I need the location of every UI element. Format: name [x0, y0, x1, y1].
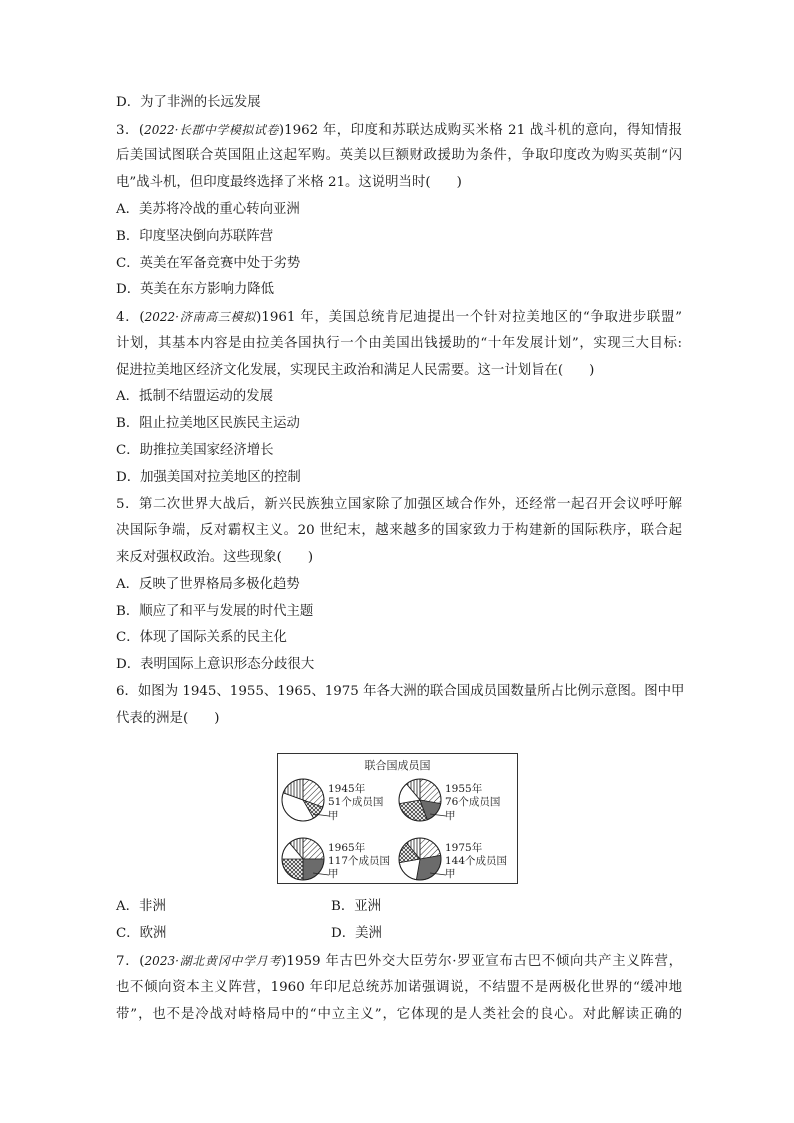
- pie-1955-year: 1955年: [445, 783, 483, 795]
- q4-stem-line3: 促进拉美地区经济文化发展，实现民主政治和满足人民需要。这一计划旨在( ): [116, 363, 595, 378]
- pie-1965-jia: 甲: [328, 868, 339, 880]
- pie-1945-year: 1945年: [328, 783, 366, 795]
- q3-option-c: C．英美在军备竞赛中处于劣势: [116, 256, 301, 271]
- q5-option-b: B．顺应了和平与发展的时代主题: [116, 604, 314, 619]
- q4-option-d: D．加强美国对拉美地区的控制: [116, 470, 301, 485]
- q2-option-d: D．为了非洲的长远发展: [116, 95, 261, 110]
- q4-stem-line1: 4．(2022·济南高三模拟)1961 年，美国总统肯尼迪提出一个针对拉美地区的“争取进步联盟”: [116, 310, 683, 325]
- pie-1965-year: 1965年: [328, 842, 366, 854]
- pie-1975-count: 144个成员国: [445, 855, 508, 867]
- q4-option-b: B．阻止拉美地区民族民主运动: [116, 416, 300, 431]
- q4-source: 2022·济南高三模拟: [144, 310, 257, 324]
- pie-1945-jia: 甲: [328, 810, 339, 822]
- q3-option-d: D．英美在东方影响力降低: [116, 282, 275, 297]
- q4-option-a: A．抵制不结盟运动的发展: [116, 389, 273, 404]
- q7-stem-line1: 7．(2023·湖北黄冈中学月考)1959 年古巴外交大臣劳尔·罗亚宣布古巴不倾向共产主义阵营，: [116, 954, 682, 969]
- q5-option-a: A．反映了世界格局多极化趋势: [116, 577, 300, 592]
- pie-1975-year: 1975年: [445, 842, 483, 854]
- q6-option-d: D．美洲: [331, 926, 382, 941]
- pie-1955-jia: 甲: [445, 810, 456, 822]
- pie-1945-count: 51个成员国: [328, 796, 384, 808]
- un-members-figure: [277, 753, 518, 884]
- q7-stem-line2: 也不倾向资本主义阵营，1960 年印尼总统苏加诺强调说，不结盟不是两极化世界的“缓冲地: [116, 980, 682, 995]
- q7-stem-line3: 带”，也不是冷战对峙格局中的“中立主义”，它体现的是人类社会的良心。对此解读正确的: [116, 1007, 682, 1022]
- q4-stem-line2: 计划，其基本内容是由拉美各国执行一个由美国出钱援助的“十年发展计划”，实现三大目标:: [116, 336, 682, 351]
- q7-source: 2023·湖北黄冈中学月考: [144, 954, 282, 968]
- q3-source: 2022·长郡中学模拟试卷: [144, 123, 279, 137]
- q5-stem-line3: 来反对强权政治。这些现象( ): [116, 550, 314, 565]
- q3-option-a: A．美苏将冷战的重心转向亚洲: [116, 202, 300, 217]
- q5-stem-line1: 5．第二次世界大战后，新兴民族独立国家除了加强区域合作外，还经常一起召开会议呼吁解: [116, 497, 682, 512]
- pie-1955-count: 76个成员国: [445, 796, 501, 808]
- q4-option-c: C．助推拉美国家经济增长: [116, 443, 274, 458]
- q5-stem-line2: 决国际争端，反对霸权主义。20 世纪末，越来越多的国家致力于构建新的国际秩序，联合起: [116, 523, 682, 538]
- q3-stem-line2: 后美国试图联合英国阻止这起军购。英美以巨额财政援助为条件，争取印度改为购买英制“闪: [116, 148, 682, 163]
- q3-option-b: B．印度坚决倒向苏联阵营: [116, 229, 274, 244]
- q6-stem-line1: 6．如图为 1945、1955、1965、1975 年各大洲的联合国成员国数量所占比例示意图。图中甲: [116, 684, 685, 699]
- pie-1975-jia: 甲: [445, 868, 456, 880]
- q3-stem-line1: 3．(2022·长郡中学模拟试卷)1962 年，印度和苏联达成购买米格 21 战斗机的意向，得知情报: [116, 123, 683, 138]
- q3-stem-line3: 电”战斗机，但印度最终选择了米格 21。这说明当时( ): [116, 175, 462, 190]
- pie-1965-count: 117个成员国: [328, 855, 391, 867]
- figure-title: 联合国成员国: [364, 759, 431, 772]
- q5-option-c: C．体现了国际关系的民主化: [116, 630, 287, 645]
- q6-stem-line2: 代表的洲是( ): [116, 711, 220, 726]
- pie-slice: [420, 779, 441, 804]
- q6-option-a: A．非洲: [116, 899, 166, 914]
- q6-option-b: B．亚洲: [331, 899, 382, 914]
- q5-option-d: D．表明国际上意识形态分歧很大: [116, 657, 315, 672]
- q6-option-c: C．欧洲: [116, 926, 167, 941]
